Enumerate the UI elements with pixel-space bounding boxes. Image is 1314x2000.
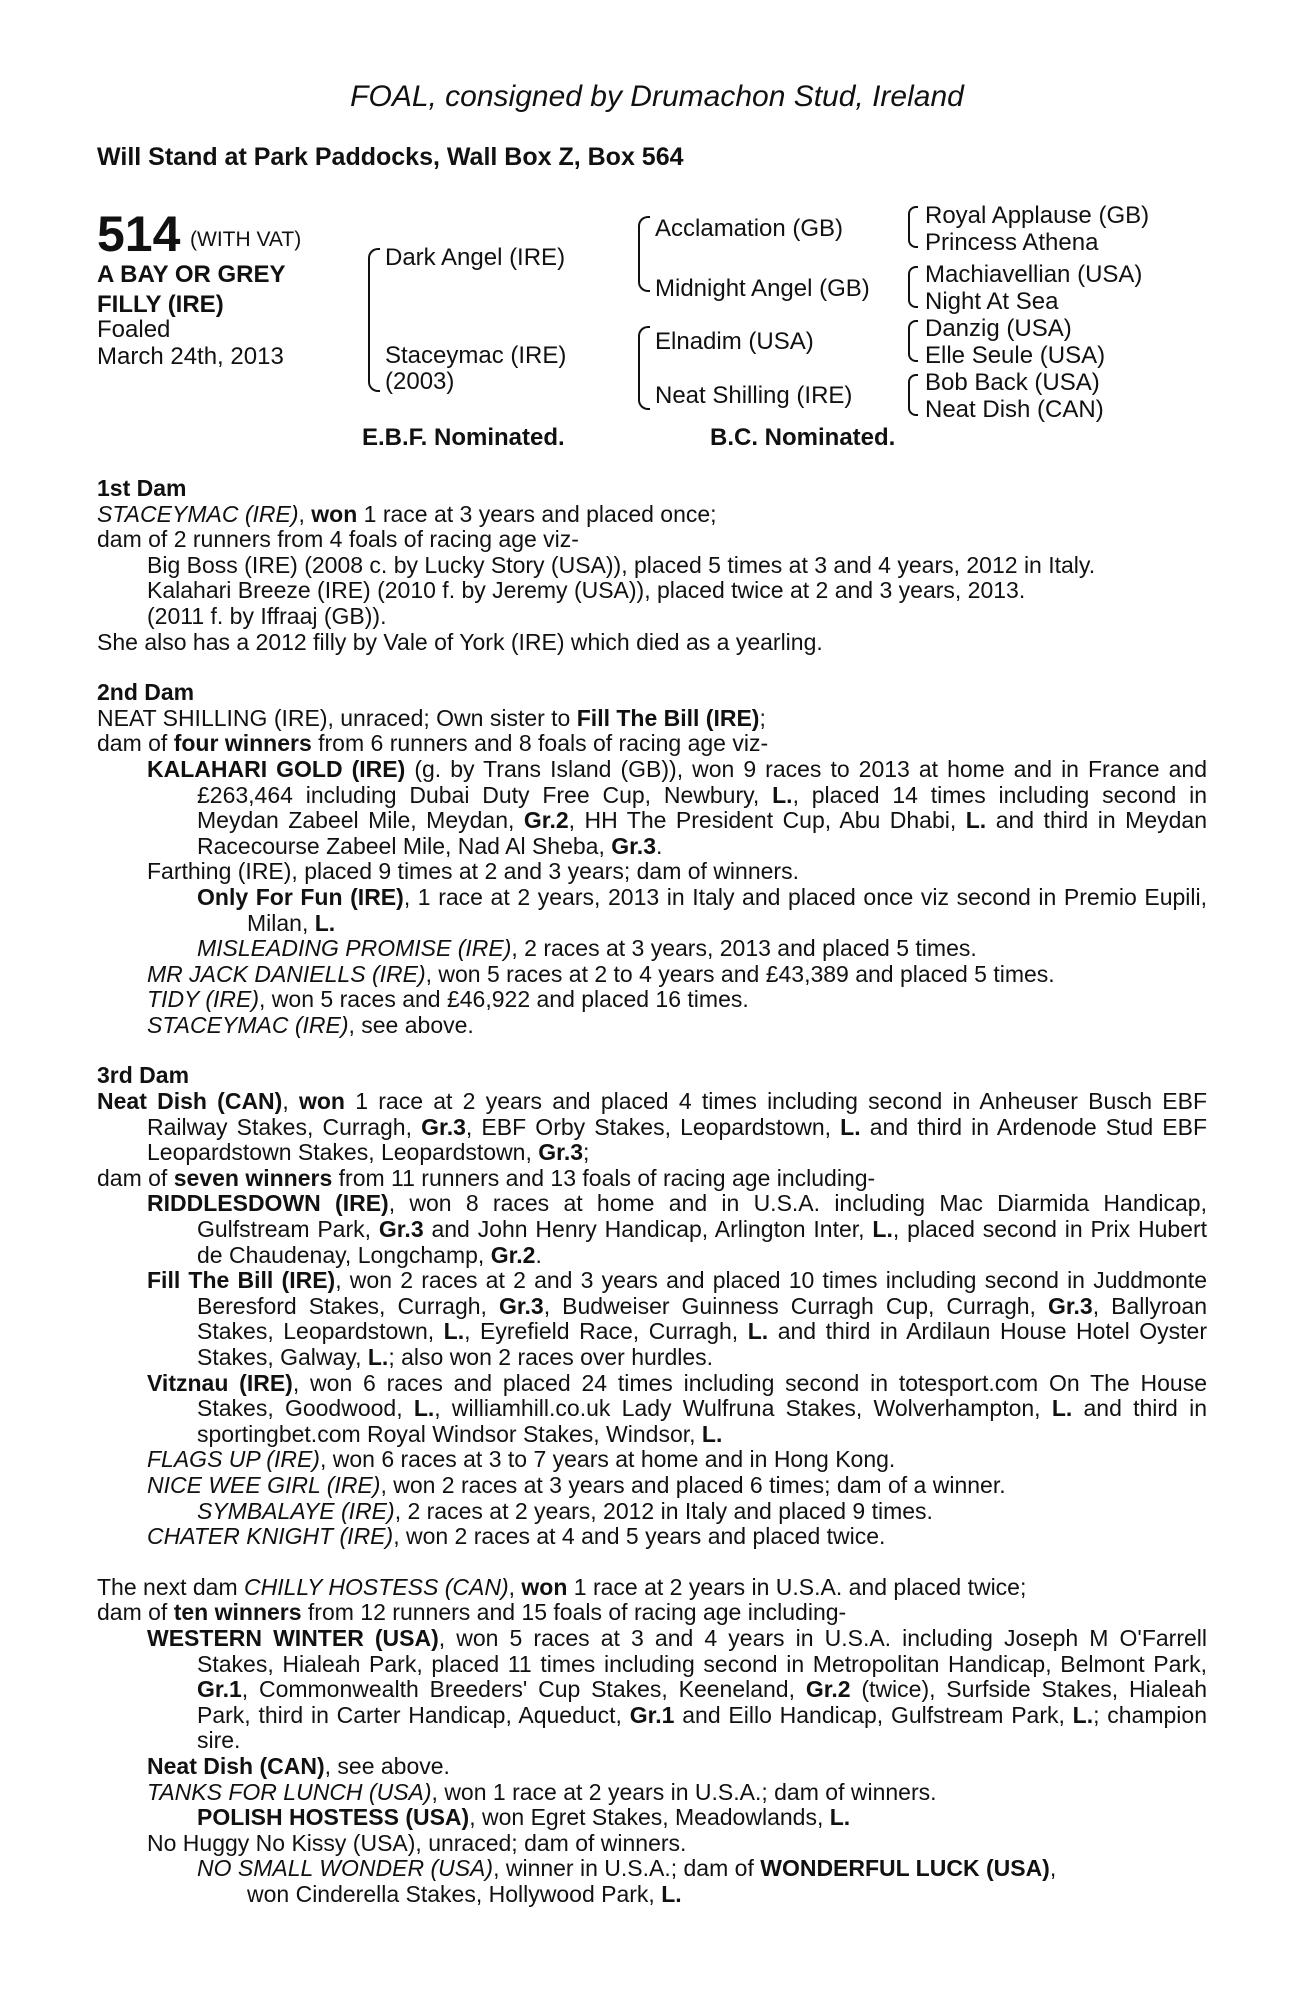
pedigree-sds: Machiavellian (USA) xyxy=(925,261,1143,288)
bc-nominated: B.C. Nominated. xyxy=(710,424,896,451)
text: , Budweiser Guinness Curragh Cup, Curragh, xyxy=(543,1292,1048,1319)
text: and third in Ardenode Stud EBF Leopardstown Stakes, Leopardstown, xyxy=(147,1113,1207,1166)
text: and third in Meydan Racecourse Zabeel Mile, Nad Al Sheba, xyxy=(197,807,1207,859)
text: from 12 runners and 15 foals of racing age including- xyxy=(301,1599,847,1626)
text: , won 1 race at 2 years in U.S.A.; dam of winners. xyxy=(431,1778,937,1805)
lot-desc-line1: A BAY OR GREY xyxy=(97,261,286,288)
text-bold: four winners xyxy=(173,730,312,757)
brace-sd xyxy=(908,266,918,308)
produce-item: No Huggy No Kissy (USA), unraced; dam of winners. xyxy=(147,1829,687,1856)
text: from 6 runners and 8 foals of racing age viz- xyxy=(311,730,769,757)
horse-name: Fill The Bill (IRE) xyxy=(147,1267,336,1294)
pedigree-ssd: Princess Athena xyxy=(925,229,1099,256)
second-dam-line xyxy=(97,706,1207,732)
text-bold: L. xyxy=(747,1318,769,1345)
pedigree-dsd: Elle Seule (USA) xyxy=(925,342,1106,369)
pedigree-dss: Danzig (USA) xyxy=(925,315,1072,342)
text: and Eillo Handicap, Gulfstream Park, xyxy=(674,1701,1073,1728)
text: , won 2 races at 4 and 5 years and placed twice. xyxy=(393,1523,886,1550)
text: , placed second in Prix Hubert de Chaudenay, Longchamp, xyxy=(197,1216,1207,1268)
lot-number: 514 xyxy=(97,206,181,262)
text: , EBF Orby Stakes, Leopardstown, xyxy=(465,1113,841,1140)
produce-item xyxy=(97,1268,1207,1370)
text: ; champion sire. xyxy=(197,1701,1207,1754)
text: , won 6 races and placed 24 times including second in totesport.com On The House Stakes, Goodwood, xyxy=(197,1369,1207,1422)
pedigree-sire: Dark Angel (IRE) xyxy=(385,244,566,271)
first-dam-line xyxy=(97,502,1207,528)
text: , won 5 races at 2 to 4 years and £43,389 and placed 5 times. xyxy=(425,960,1055,987)
text: , 1 race at 2 years, 2013 in Italy and placed once viz second in Premio Eupili, Milan, xyxy=(247,883,1208,936)
text: , placed 14 times including second in Meydan Zabeel Mile, Meydan, xyxy=(197,781,1207,834)
produce-item xyxy=(97,1499,1207,1525)
text-bold: ten winners xyxy=(173,1599,302,1626)
text-bold: won xyxy=(521,1573,568,1600)
produce-item: Farthing (IRE), placed 9 times at 2 and 3 years; dam of winners. xyxy=(147,858,799,885)
produce-item xyxy=(97,1524,1207,1550)
horse-name: Only For Fun (IRE) xyxy=(197,883,404,910)
text: , xyxy=(1049,1855,1057,1882)
text: , won 5 races and £46,922 and placed 16 times. xyxy=(259,986,749,1013)
text-bold: L. xyxy=(367,1344,389,1370)
horse-name: Neat Dish (CAN) xyxy=(147,1752,325,1779)
text-bold: Gr.2 xyxy=(490,1241,536,1268)
produce-item xyxy=(97,757,1207,859)
pedigree-ddd: Neat Dish (CAN) xyxy=(925,396,1104,423)
text: , Eyrefield Race, Curragh, xyxy=(464,1318,748,1345)
text-bold: Gr.3 xyxy=(498,1292,544,1319)
horse-name: POLISH HOSTESS (USA) xyxy=(197,1804,470,1831)
brace-dd xyxy=(908,374,918,416)
pedigree-dds: Bob Back (USA) xyxy=(925,369,1100,396)
text: . xyxy=(535,1241,542,1268)
text-bold: L. xyxy=(661,1880,682,1907)
produce-item xyxy=(97,1447,1207,1473)
horse-name: Vitznau (IRE) xyxy=(147,1369,293,1396)
horse-name: WONDERFUL LUCK (USA) xyxy=(760,1855,1050,1882)
text-bold: L. xyxy=(772,781,793,808)
next-dam-line xyxy=(97,1575,1207,1601)
text-bold: L. xyxy=(965,807,987,834)
brace-ss xyxy=(908,206,918,248)
text: 1 race at 2 years in U.S.A. and placed twice; xyxy=(567,1573,1027,1600)
pedigree-dd: Neat Shilling (IRE) xyxy=(655,382,853,409)
stand-location: Will Stand at Park Paddocks, Wall Box Z, Box 564 xyxy=(97,143,684,171)
horse-name: KALAHARI GOLD (IRE) xyxy=(147,755,406,782)
text-bold: Gr.3 xyxy=(611,832,656,859)
text: , 2 races at 3 years, 2013 and placed 5 times. xyxy=(511,935,977,962)
text-bold: L. xyxy=(840,1113,861,1140)
text: , Commonwealth Breeders' Cup Stakes, Keeneland, xyxy=(241,1676,806,1703)
text: from 11 runners and 13 foals of racing age including- xyxy=(332,1164,876,1191)
first-dam-heading: 1st Dam xyxy=(97,475,187,501)
second-dam-heading: 2nd Dam xyxy=(97,679,195,706)
text: , Ballyroan Stakes, Leopardstown, xyxy=(197,1292,1208,1345)
third-dam-produce xyxy=(97,1166,1207,1192)
text: , won 2 races at 3 years and placed 6 times; dam of a winner. xyxy=(380,1471,1006,1498)
text: , won 8 races at home and in U.S.A. including Mac Diarmida Handicap, Gulfstream Park, xyxy=(197,1190,1207,1243)
text: , won Egret Stakes, Meadowlands, xyxy=(469,1804,830,1831)
text: ; also won 2 races over hurdles. xyxy=(388,1344,714,1370)
text-bold: L. xyxy=(1051,1395,1073,1422)
text-bold: Gr.3 xyxy=(421,1113,466,1140)
produce-item: Kalahari Breeze (IRE) (2010 f. by Jeremy (USA)), placed twice at 2 and 3 years, 2013. xyxy=(147,577,1026,604)
pedigree-dam: Staceymac (IRE) xyxy=(385,342,567,369)
brace-sire xyxy=(638,216,650,292)
lot-description xyxy=(97,260,286,320)
text: , won 2 races at 2 and 3 years and placed 10 times including second in Juddmonte Beresford Stakes, Curragh, xyxy=(197,1267,1207,1319)
first-dam-produce: dam of 2 runners from 4 foals of racing age viz- xyxy=(97,526,579,553)
text: and John Henry Handicap, Arlington Inter, xyxy=(423,1216,873,1243)
produce-item xyxy=(97,1371,1207,1448)
text: , see above. xyxy=(348,1011,474,1038)
text: , won 5 races at 3 and 4 years in U.S.A. including Joseph M O'Farrell Stakes, Hialeah Park, placed 11 times including second in Metropolitan Handicap, Belmont Park, xyxy=(197,1624,1207,1677)
produce-item xyxy=(97,1805,1207,1831)
horse-name: FLAGS UP (IRE) xyxy=(147,1446,320,1473)
text-bold: L. xyxy=(1072,1701,1094,1728)
text: , 2 races at 2 years, 2012 in Italy and placed 9 times. xyxy=(394,1497,933,1524)
pedigree-dam-year: (2003) xyxy=(385,368,455,395)
text: dam of xyxy=(97,730,174,757)
next-dam-produce xyxy=(97,1600,1207,1626)
produce-item xyxy=(97,987,1207,1013)
produce-item xyxy=(97,1856,1207,1882)
horse-name: Fill The Bill (IRE) xyxy=(576,704,760,731)
page-title: FOAL, consigned by Drumachon Stud, Ireland xyxy=(350,80,964,113)
text-bold: Gr.3 xyxy=(538,1139,584,1166)
produce-item xyxy=(97,1780,1207,1806)
lot-vat: (WITH VAT) xyxy=(190,228,302,251)
produce-item-cont xyxy=(97,1882,1207,1908)
text-bold: Gr.3 xyxy=(1047,1292,1093,1319)
text-bold: L. xyxy=(829,1804,851,1831)
horse-name: STACEYMAC (IRE) xyxy=(97,500,299,527)
text-bold: won xyxy=(311,500,358,527)
text: , HH The President Cup, Abu Dhabi, xyxy=(568,807,966,834)
text: dam of xyxy=(97,1599,174,1626)
foaled-label: Foaled xyxy=(97,316,171,343)
text-bold: Gr.1 xyxy=(197,1676,242,1703)
text: and third in Ardilaun House Hotel Oyster Stakes, Galway, xyxy=(197,1318,1207,1370)
second-dam-produce xyxy=(97,731,1207,757)
text-bold: seven winners xyxy=(173,1164,333,1191)
lot-desc-line2: FILLY (IRE) xyxy=(97,291,224,318)
text: won Cinderella Stakes, Hollywood Park, xyxy=(247,1880,662,1907)
horse-name: TIDY (IRE) xyxy=(147,986,260,1013)
horse-name: CHATER KNIGHT (IRE) xyxy=(147,1523,394,1550)
text: , xyxy=(298,500,312,527)
text: 1 race at 2 years and placed 4 times including second in Anheuser Busch EBF Railway Stakes, Curragh, xyxy=(147,1088,1208,1140)
pedigree-sdd: Night At Sea xyxy=(925,288,1059,315)
horse-name: MISLEADING PROMISE (IRE) xyxy=(197,935,512,962)
horse-name: Neat Dish (CAN) xyxy=(97,1088,283,1115)
text-bold: L. xyxy=(872,1216,893,1243)
produce-item xyxy=(97,1754,1207,1780)
produce-item xyxy=(97,1191,1207,1268)
produce-item: (2011 f. by Iffraaj (GB)). xyxy=(147,602,387,629)
text: (twice), Surfside Stakes, Hialeah Park, third in Carter Handicap, Aqueduct, xyxy=(197,1676,1208,1728)
text-bold: Gr.2 xyxy=(523,807,569,834)
text-bold: L. xyxy=(701,1420,723,1447)
text: 1 race at 3 years and placed once; xyxy=(357,500,717,527)
brace-gen1 xyxy=(368,248,380,392)
text-bold: Gr.3 xyxy=(378,1216,424,1243)
text: dam of xyxy=(97,1164,174,1191)
horse-name: TANKS FOR LUNCH (USA) xyxy=(147,1778,432,1805)
text: (g. by Trans Island (GB)), won 9 races to 2013 at home and in France and £263,464 including Dubai Duty Free Cup, Newbury, xyxy=(197,755,1207,808)
produce-item xyxy=(97,885,1207,936)
brace-dam xyxy=(638,326,650,410)
horse-name: NO SMALL WONDER (USA) xyxy=(197,1855,494,1882)
brace-ds xyxy=(908,320,918,362)
horse-name: RIDDLESDOWN (IRE) xyxy=(147,1190,389,1217)
third-dam-heading: 3rd Dam xyxy=(97,1062,190,1089)
text: and third in sportingbet.com Royal Windsor Stakes, Windsor, xyxy=(197,1395,1207,1447)
text-bold: won xyxy=(298,1088,345,1115)
text: , won 6 races at 3 to 7 years at home and in Hong Kong. xyxy=(319,1446,896,1473)
pedigree-ds: Elnadim (USA) xyxy=(655,328,814,355)
pedigree-ss: Acclamation (GB) xyxy=(655,215,844,242)
horse-name: WESTERN WINTER (USA) xyxy=(147,1624,439,1651)
text-bold: L. xyxy=(413,1395,435,1422)
text-bold: L. xyxy=(314,909,336,936)
horse-name: STACEYMAC (IRE) xyxy=(147,1011,349,1038)
produce-item xyxy=(97,936,1207,962)
text: , winner in U.S.A.; dam of xyxy=(493,1855,761,1882)
text: NEAT SHILLING (IRE), unraced; Own sister to xyxy=(97,704,577,731)
first-dam-note: She also has a 2012 filly by Vale of York (IRE) which died as a yearling. xyxy=(97,628,823,655)
horse-name: NICE WEE GIRL (IRE) xyxy=(147,1471,381,1498)
catalogue-body xyxy=(97,476,1207,1907)
horse-name: MR JACK DANIELLS (IRE) xyxy=(147,960,426,987)
text: The next dam xyxy=(97,1573,245,1600)
produce-item xyxy=(97,1626,1207,1754)
horse-name: CHILLY HOSTESS (CAN) xyxy=(244,1573,509,1600)
produce-item xyxy=(97,962,1207,988)
horse-name: SYMBALAYE (IRE) xyxy=(197,1497,395,1524)
text: , xyxy=(508,1573,522,1600)
text-bold: Gr.2 xyxy=(805,1676,851,1703)
text: , williamhill.co.uk Lady Wulfruna Stakes, Wolverhampton, xyxy=(434,1395,1052,1422)
text-bold: L. xyxy=(443,1318,465,1345)
text: ; xyxy=(583,1139,590,1166)
text: , xyxy=(282,1088,299,1115)
pedigree-sss: Royal Applause (GB) xyxy=(925,202,1150,229)
produce-item xyxy=(97,1473,1207,1499)
ebf-nominated: E.B.F. Nominated. xyxy=(362,424,565,451)
lot-foaled xyxy=(97,316,284,370)
text: . xyxy=(656,832,663,859)
produce-item xyxy=(97,1013,1207,1039)
text-bold: Gr.1 xyxy=(629,1701,675,1728)
text: , see above. xyxy=(324,1752,450,1779)
third-dam-line xyxy=(97,1089,1207,1166)
foaled-date: March 24th, 2013 xyxy=(97,343,284,370)
produce-item: Big Boss (IRE) (2008 c. by Lucky Story (USA)), placed 5 times at 3 and 4 years, 2012 in Italy. xyxy=(147,551,1096,578)
text: ; xyxy=(759,704,766,731)
pedigree-sd: Midnight Angel (GB) xyxy=(655,275,870,302)
